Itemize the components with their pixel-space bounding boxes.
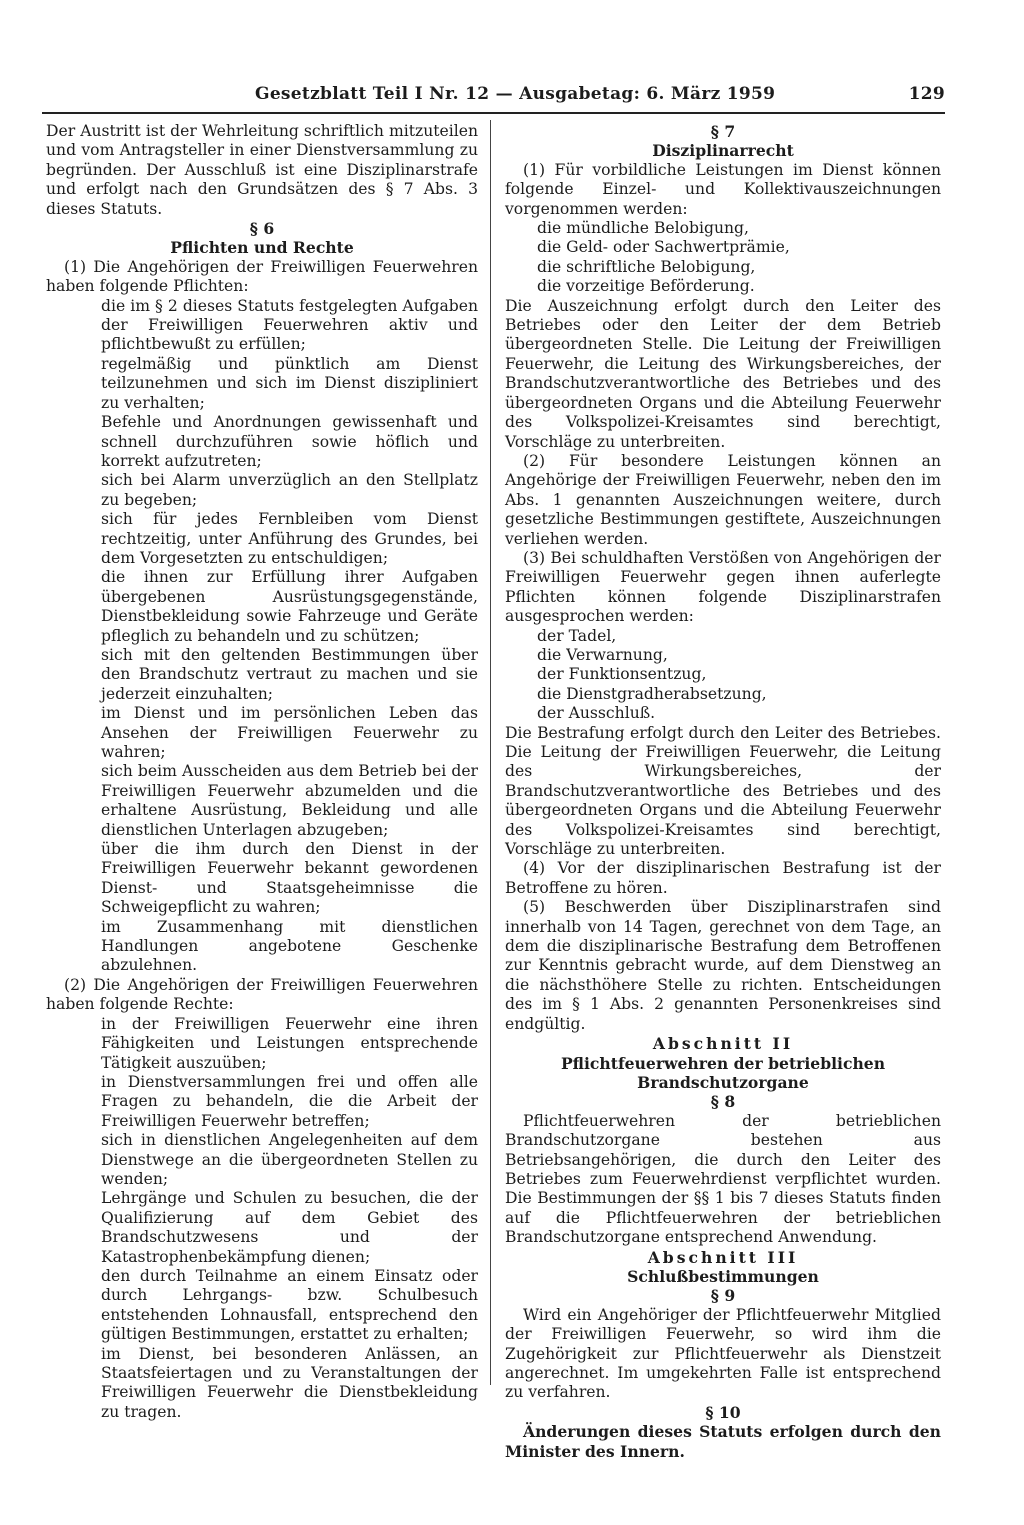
header-title: Gesetzblatt Teil I Nr. 12 — Ausgabetag: 6. März 1959 <box>255 84 776 104</box>
section-7-para-1: (1) Für vorbildliche Leistungen im Dienst können folgende Einzel- und Kollektivauszeichnungen vorgenommen werden: <box>505 160 941 218</box>
page-number: 129 <box>908 84 945 104</box>
duty-item: im Dienst und im persönlichen Leben das Ansehen der Freiwilligen Feuerwehr zu wahren; <box>101 704 478 761</box>
penalty-item: die Verwarnung, <box>537 645 668 664</box>
awards-list <box>505 219 941 297</box>
rights-list <box>46 1015 478 1423</box>
duties-list <box>46 297 478 976</box>
duty-item: Befehle und Anordnungen gewissenhaft und schnell durchzuführen sowie höflich und korrekt aufzutreten; <box>101 413 478 470</box>
section-7-number: § 7 <box>710 122 736 141</box>
right-item: den durch Teilnahme an einem Einsatz oder durch Lehrgangs- bzw. Schulbesuch entstehenden Lohnausfall, entsprechend den gültigen Bestimmungen, erstattet zu erhalten; <box>101 1266 478 1344</box>
section-6-number: § 6 <box>249 219 275 239</box>
duty-item: die im § 2 dieses Statuts festgelegten Aufgaben der Freiwilligen Feuerwehren aktiv und pflichtbewußt zu erfüllen; <box>101 296 478 354</box>
column-divider <box>490 120 491 1385</box>
penalties-list <box>505 627 941 724</box>
penalty-procedure-text: Die Bestrafung erfolgt durch den Leiter des Betriebes. Die Leitung der Freiwilligen Feuerwehr, die Leitung des Wirkungsbereiches, der Brandschutzverantwortliche des Betriebes und des übergeordneten Organs und die Abteilung Feuerwehr des Volkspolizei-Kreisamtes sind berechtigt, Vorschläge zu unterbreiten. <box>505 723 941 859</box>
section-6-title: Pflichten und Rechte <box>170 238 354 258</box>
abschnitt-2-heading: Abschnitt II <box>652 1034 794 1054</box>
abschnitt-3-title: Schlußbestimmungen <box>627 1266 819 1286</box>
right-item: Lehrgänge und Schulen zu besuchen, die der Qualifizierung auf dem Gebiet des Brandschutzwesens und der Katastrophenbekämpfung dienen; <box>101 1189 478 1266</box>
duty-item: sich für jedes Fernbleiben vom Dienst rechtzeitig, unter Anführung des Grundes, bei dem Vorgesetzten zu entschuldigen; <box>101 510 478 567</box>
right-item: in Dienstversammlungen frei und offen alle Fragen zu behandeln, die die Arbeit der Freiwilligen Feuerwehr betreffen; <box>101 1072 478 1130</box>
award-item: die schriftliche Belobigung, <box>537 257 756 276</box>
section-6-para-2: (2) Die Angehörigen der Freiwilligen Feuerwehren haben folgende Rechte: <box>46 975 478 1014</box>
penalty-item: der Ausschluß. <box>537 704 656 723</box>
section-9-number: § 9 <box>710 1286 736 1306</box>
penalty-item: der Tadel, <box>537 626 617 645</box>
award-procedure-text: Die Auszeichnung erfolgt durch den Leiter des Betriebes oder den Leiter der dem Betrieb übergeordneten Stelle. Die Leitung der Freiwilligen Feuerwehr, die Leitung des Wirkungsbereiches, der Brandschutzverantwortliche des Betriebes und des übergeordneten Organs und die Abteilung Feuerwehr des Volkspolizei-Kreisamtes sind berechtigt, Vorschläge zu unterbreiten. <box>505 296 941 451</box>
section-8-text: Pflichtfeuerwehren der betrieblichen Brandschutzorgane bestehen aus Betriebsangehörigen, die durch den Leiter des Betriebes zum Feuerwehrdienst verpflichtet wurden. Die Bestimmungen der §§ 1 bis 7 dieses Statuts finden auf die Pflichtfeuerwehren der betrieblichen Brandschutzorgane entsprechend Anwendung. <box>505 1111 941 1247</box>
header-rule <box>42 112 945 114</box>
section-10-text: Änderungen dieses Statuts erfolgen durch den Minister des Innern. <box>505 1422 941 1461</box>
right-item: im Dienst, bei besonderen Anlässen, an Staatsfeiertagen und zu Veranstaltungen der Freiwilligen Feuerwehr die Dienstbekleidung zu tragen. <box>101 1344 478 1421</box>
duty-item: im Zusammenhang mit dienstlichen Handlungen angebotene Geschenke abzulehnen. <box>101 917 478 975</box>
section-7-para-3: (3) Bei schuldhaften Verstößen von Angehörigen der Freiwilligen Feuerwehr gegen ihnen auferlegte Pflichten können folgende Disziplinarstrafen ausgesprochen werden: <box>505 548 941 626</box>
abschnitt-3-heading: Abschnitt III <box>647 1247 799 1267</box>
duty-item: sich mit den geltenden Bestimmungen über den Brandschutz vertraut zu machen und sie jederzeit einzuhalten; <box>101 645 478 703</box>
section-7-para-2: (2) Für besondere Leistungen können an Angehörige der Freiwilligen Feuerwehr, neben den im Abs. 1 genannten Auszeichnungen weitere, durch gesetzliche Bestimmungen gestiftete, Auszeichnungen verliehen werden. <box>505 451 941 548</box>
section-6-para-1: (1) Die Angehörigen der Freiwilligen Feuerwehren haben folgende Pflichten: <box>46 257 478 296</box>
award-item: die Geld- oder Sachwertprämie, <box>537 238 790 257</box>
section-7-title: Disziplinarrecht <box>652 141 794 161</box>
section-10-number: § 10 <box>705 1402 741 1422</box>
right-item: in der Freiwilligen Feuerwehr eine ihren Fähigkeiten und Leistungen entsprechende Tätigkeit auszuüben; <box>101 1014 478 1072</box>
intro-paragraph: Der Austritt ist der Wehrleitung schriftlich mitzuteilen und vom Antragsteller in einer Dienstversammlung zu begründen. Der Ausschluß ist eine Disziplinarstrafe und erfolgt nach den Grundsätzen des § 7 Abs. 3 dieses Statuts. <box>46 122 478 218</box>
abschnitt-2-title: Pflichtfeuerwehren der betrieblichen Brandschutzorgane <box>560 1053 886 1092</box>
penalty-item: die Dienstgradherabsetzung, <box>537 684 767 703</box>
duty-item: sich bei Alarm unverzüglich an den Stellplatz zu begeben; <box>101 471 478 509</box>
section-7-para-5: (5) Beschwerden über Disziplinarstrafen sind innerhalb von 14 Tagen, gerechnet von dem Tage, an dem die disziplinarische Bestrafung dem Betroffenen zur Kenntnis gebracht wurde, auf dem Dienstweg an die nächsthöhere Stelle zu richten. Entscheidungen des im § 1 Abs. 2 genannten Personenkreises sind endgültig. <box>505 898 941 1033</box>
left-column <box>46 122 478 1422</box>
right-item: sich in dienstlichen Angelegenheiten auf dem Dienstwege an die übergeordneten Stellen zu wenden; <box>101 1131 478 1188</box>
section-8-number: § 8 <box>710 1092 736 1112</box>
section-9-text: Wird ein Angehöriger der Pflichtfeuerwehr Mitglied der Freiwilligen Feuerwehr, so wird ihm die Zugehörigkeit zur Pflichtfeuerwehr als Dienstzeit angerechnet. Im umgekehrten Falle ist entsprechend zu verfahren. <box>505 1305 941 1402</box>
duty-item: die ihnen zur Erfüllung ihrer Aufgaben übergebenen Ausrüstungsgegenstände, Dienstbekleidung sowie Fahrzeuge und Geräte pfleglich zu behandeln und zu schützen; <box>101 568 478 645</box>
award-item: die mündliche Belobigung, <box>537 219 749 238</box>
award-item: die vorzeitige Beförderung. <box>537 277 755 296</box>
duty-item: regelmäßig und pünktlich am Dienst teilzunehmen und sich im Dienst diszipliniert zu verhalten; <box>101 354 478 412</box>
duty-item: über die ihm durch den Dienst in der Freiwilligen Feuerwehr bekannt gewordenen Dienst- und Staatsgeheimnisse die Schweigepflicht zu wahren; <box>101 840 478 917</box>
penalty-item: der Funktionsentzug, <box>537 665 707 684</box>
section-7-para-4: (4) Vor der disziplinarischen Bestrafung ist der Betroffene zu hören. <box>505 859 941 897</box>
right-column <box>505 122 941 1461</box>
duty-item: sich beim Ausscheiden aus dem Betrieb bei der Freiwilligen Feuerwehr abzumelden und die erhaltene Ausrüstung, Bekleidung und alle dienstlichen Unterlagen abzugeben; <box>101 762 478 839</box>
